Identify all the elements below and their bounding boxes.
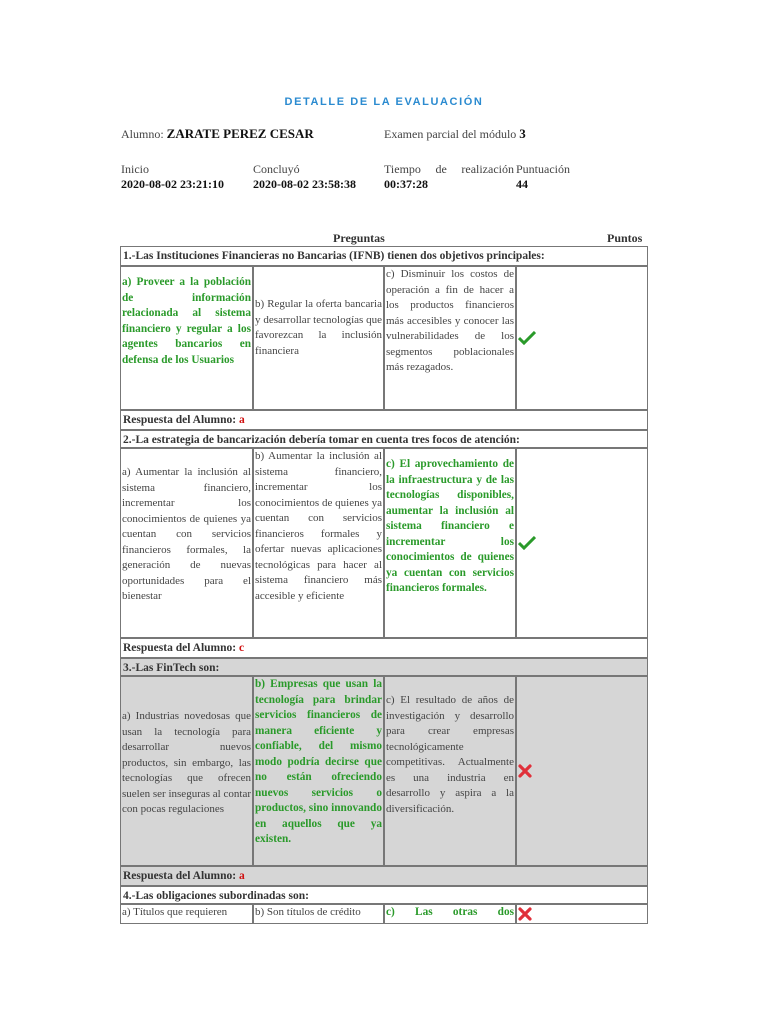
student-label: Alumno: xyxy=(121,127,164,141)
question-1-title: 1.-Las Instituciones Financieras no Bancarias (IFNB) tienen dos objetivos principales: xyxy=(120,246,648,266)
q1-answer-value: a xyxy=(238,414,245,426)
q1-option-b: b) Regular la oferta bancaria y desarrollar tecnologías que favorezcan la inclusión financiera xyxy=(253,266,384,410)
q1-result-cell xyxy=(516,266,648,410)
q3-option-a: a) Industrias novedosas que usan la tecnología para desarrollar nuevos productos, sin embargo, las tecnologías que ofrecen suelen ser inseguras al contar con pocas regulaciones xyxy=(120,676,253,866)
time-label: Tiempo de realización xyxy=(384,162,514,176)
q3-option-c: c) El resultado de años de investigación y desarrollo para crear empresas tecnológicamente competitivas. Actualmente es una industria en desarrollo y aspira a la diversificación. xyxy=(384,676,516,866)
exam-row xyxy=(384,126,526,142)
q4-result-cell xyxy=(516,904,648,924)
end-label: Concluyó xyxy=(253,162,300,176)
cross-icon xyxy=(518,764,532,778)
exam-module: 3 xyxy=(519,126,526,141)
page-title: DETALLE DE LA EVALUACIÓN xyxy=(284,96,484,108)
q3-result-cell xyxy=(516,676,648,866)
cross-icon xyxy=(518,907,532,921)
q1-answer-row xyxy=(120,410,648,430)
points-header: Puntos xyxy=(607,231,643,245)
answer-label: Respuesta del Alumno: xyxy=(123,414,237,426)
q2-answer-row xyxy=(120,638,648,658)
q2-answer-value: c xyxy=(238,642,245,654)
q2-option-a: a) Aumentar la inclusión al sistema financiero, incrementar los conocimientos de quienes ya cuentan con servicios financieros formales, la generación de nuevas oportunidades para el bienestar xyxy=(120,448,253,638)
exam-label: Examen parcial del módulo xyxy=(384,127,517,141)
question-4-title: 4.-Las obligaciones subordinadas son: xyxy=(120,886,648,904)
time-value: 00:37:28 xyxy=(384,177,428,191)
q4-option-a: a) Títulos que requieren xyxy=(120,904,253,924)
question-3-title: 3.-Las FinTech son: xyxy=(120,658,648,676)
q2-option-b: b) Aumentar la inclusión al sistema financiero, incrementar los conocimientos de quienes ya cuentan con servicios financieros formales y ofertar nuevas aplicaciones tecnológicas para hacer al sistema financiero más accesible y eficiente xyxy=(253,448,384,638)
question-2-title: 2.-La estrategia de bancarización debería tomar en cuenta tres focos de atención: xyxy=(120,430,648,448)
end-value: 2020-08-02 23:58:38 xyxy=(253,177,356,191)
q1-option-a: a) Proveer a la población de información relacionada al sistema financiero y regular a los agentes bancarios en defensa de los Usuarios xyxy=(120,266,253,410)
start-label: Inicio xyxy=(121,162,149,176)
q3-answer-row xyxy=(120,866,648,886)
answer-label: Respuesta del Alumno: xyxy=(123,870,237,882)
check-icon xyxy=(518,331,536,345)
check-icon xyxy=(518,536,536,550)
q4-option-c: c) Las otras dos xyxy=(384,904,516,924)
start-value: 2020-08-02 23:21:10 xyxy=(121,177,224,191)
q3-option-b: b) Empresas que usan la tecnología para brindar servicios financieros de manera eficiente y confiable, del mismo modo podría decirse que no están ofreciendo nuevos servicios o productos, sino innovando en aquellos que ya existen. xyxy=(253,676,384,866)
q3-answer-value: a xyxy=(238,870,245,882)
student-row xyxy=(121,126,314,142)
q4-option-b: b) Son títulos de crédito xyxy=(253,904,384,924)
q1-option-c: c) Disminuir los costos de operación a fin de hacer a los productos financieros más accesibles y conocer las vulnerabilidades de los segmentos poblacionales más rezagados. xyxy=(384,266,516,410)
student-name: ZARATE PEREZ CESAR xyxy=(166,126,314,141)
answer-label: Respuesta del Alumno: xyxy=(123,642,237,654)
score-value: 44 xyxy=(516,177,528,191)
q2-result-cell xyxy=(516,448,648,638)
questions-header: Preguntas xyxy=(333,231,385,245)
score-label: Puntuación xyxy=(516,162,570,176)
q2-option-c: c) El aprovechamiento de la infraestructura y de las tecnologías disponibles, aumentar la inclusión al sistema financiero e incrementar los conocimientos de quienes ya cuentan con servicios financieros formales. xyxy=(384,448,516,638)
